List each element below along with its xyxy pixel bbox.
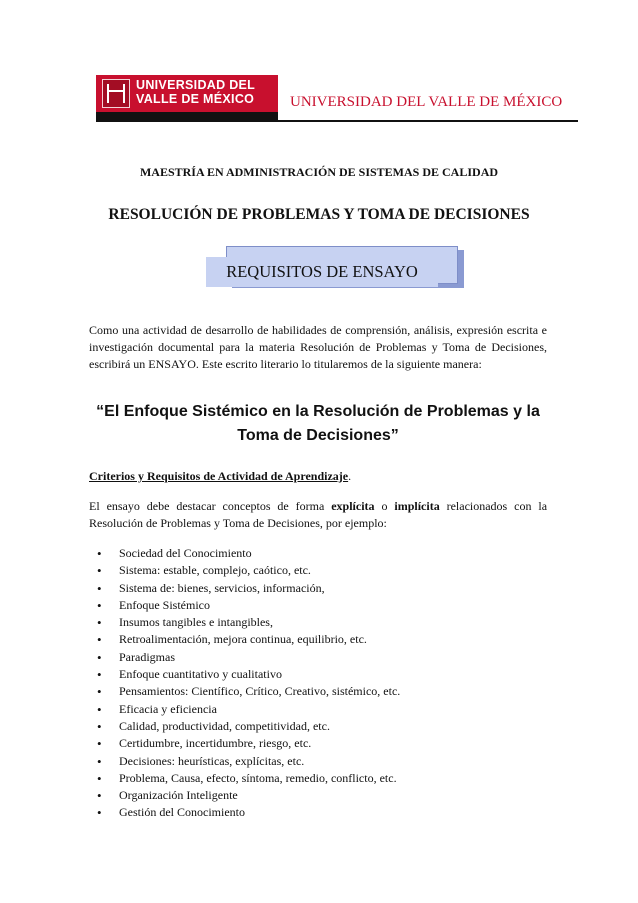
essay-para-bold-explicita: explícita [331, 499, 375, 513]
list-item: • Gestión del Conocimiento [97, 804, 400, 821]
list-item: • Calidad, productividad, competitividad, etc. [97, 718, 400, 735]
essay-para-bold-implicita: implícita [394, 499, 440, 513]
essay-para-part-1: El ensayo debe destacar conceptos de forma [89, 499, 332, 513]
essay-para-part-2: o [374, 499, 395, 513]
list-item: • Sistema de: bienes, servicios, información, [97, 580, 400, 597]
criteria-heading [89, 468, 351, 485]
list-item: • Problema, Causa, efecto, síntoma, remedio, conflicto, etc. [97, 770, 400, 787]
list-item: • Insumos tangibles e intangibles, [97, 614, 400, 631]
essay-title [89, 400, 547, 448]
university-logo [96, 75, 278, 121]
essay-title-line-2: Toma de Decisiones” [237, 427, 399, 444]
logo-crest-icon [102, 79, 130, 108]
requirements-label: REQUISITOS DE ENSAYO [206, 257, 438, 287]
header-title: UNIVERSIDAD DEL VALLE DE MÉXICO [290, 94, 563, 110]
logo-line-2: VALLE DE MÉXICO [136, 92, 255, 106]
essay-title-line-1: “El Enfoque Sistémico en la Resolución de Problemas y la [96, 403, 540, 420]
list-item: • Retroalimentación, mejora continua, equilibrio, etc. [97, 631, 400, 648]
list-item: • Sistema: estable, complejo, caótico, etc. [97, 562, 400, 579]
list-item: • Enfoque cuantitativo y cualitativo [97, 666, 400, 683]
criteria-heading-text: Criterios y Requisitos de Actividad de Aprendizaje [89, 469, 349, 483]
intro-paragraph: Como una actividad de desarrollo de habilidades de comprensión, análisis, expresión escrita e investigación documental para la materia Resolución de Problemas y Toma de Decisiones, escribirá un ENSAYO. Este escrito literario lo titularemos de la siguiente manera: [89, 323, 547, 371]
header-divider [96, 120, 578, 122]
program-title: MAESTRÍA EN ADMINISTRACIÓN DE SISTEMAS DE CALIDAD [139, 165, 499, 179]
list-item: • Enfoque Sistémico [97, 597, 400, 614]
list-item: • Paradigmas [97, 649, 400, 666]
criteria-heading-period: . [348, 469, 352, 483]
list-item: • Sociedad del Conocimiento [97, 545, 400, 562]
list-item: • Pensamientos: Científico, Crítico, Creativo, sistémico, etc. [97, 683, 400, 700]
concepts-list [97, 545, 400, 822]
logo-wordmark [136, 78, 276, 106]
list-item: • Certidumbre, incertidumbre, riesgo, etc. [97, 735, 400, 752]
course-title: RESOLUCIÓN DE PROBLEMAS Y TOMA DE DECISIONES [108, 206, 530, 223]
logo-line-1: UNIVERSIDAD DEL [136, 78, 256, 92]
essay-requirements-paragraph [89, 498, 547, 532]
list-item: • Eficacia y eficiencia [97, 701, 400, 718]
list-item: • Decisiones: heurísticas, explícitas, etc. [97, 753, 400, 770]
essay-para-part-3: relacionados con la Resolución de Problemas y Toma de Decisiones, por ejemplo: [89, 499, 548, 530]
list-item: • Organización Inteligente [97, 787, 400, 804]
